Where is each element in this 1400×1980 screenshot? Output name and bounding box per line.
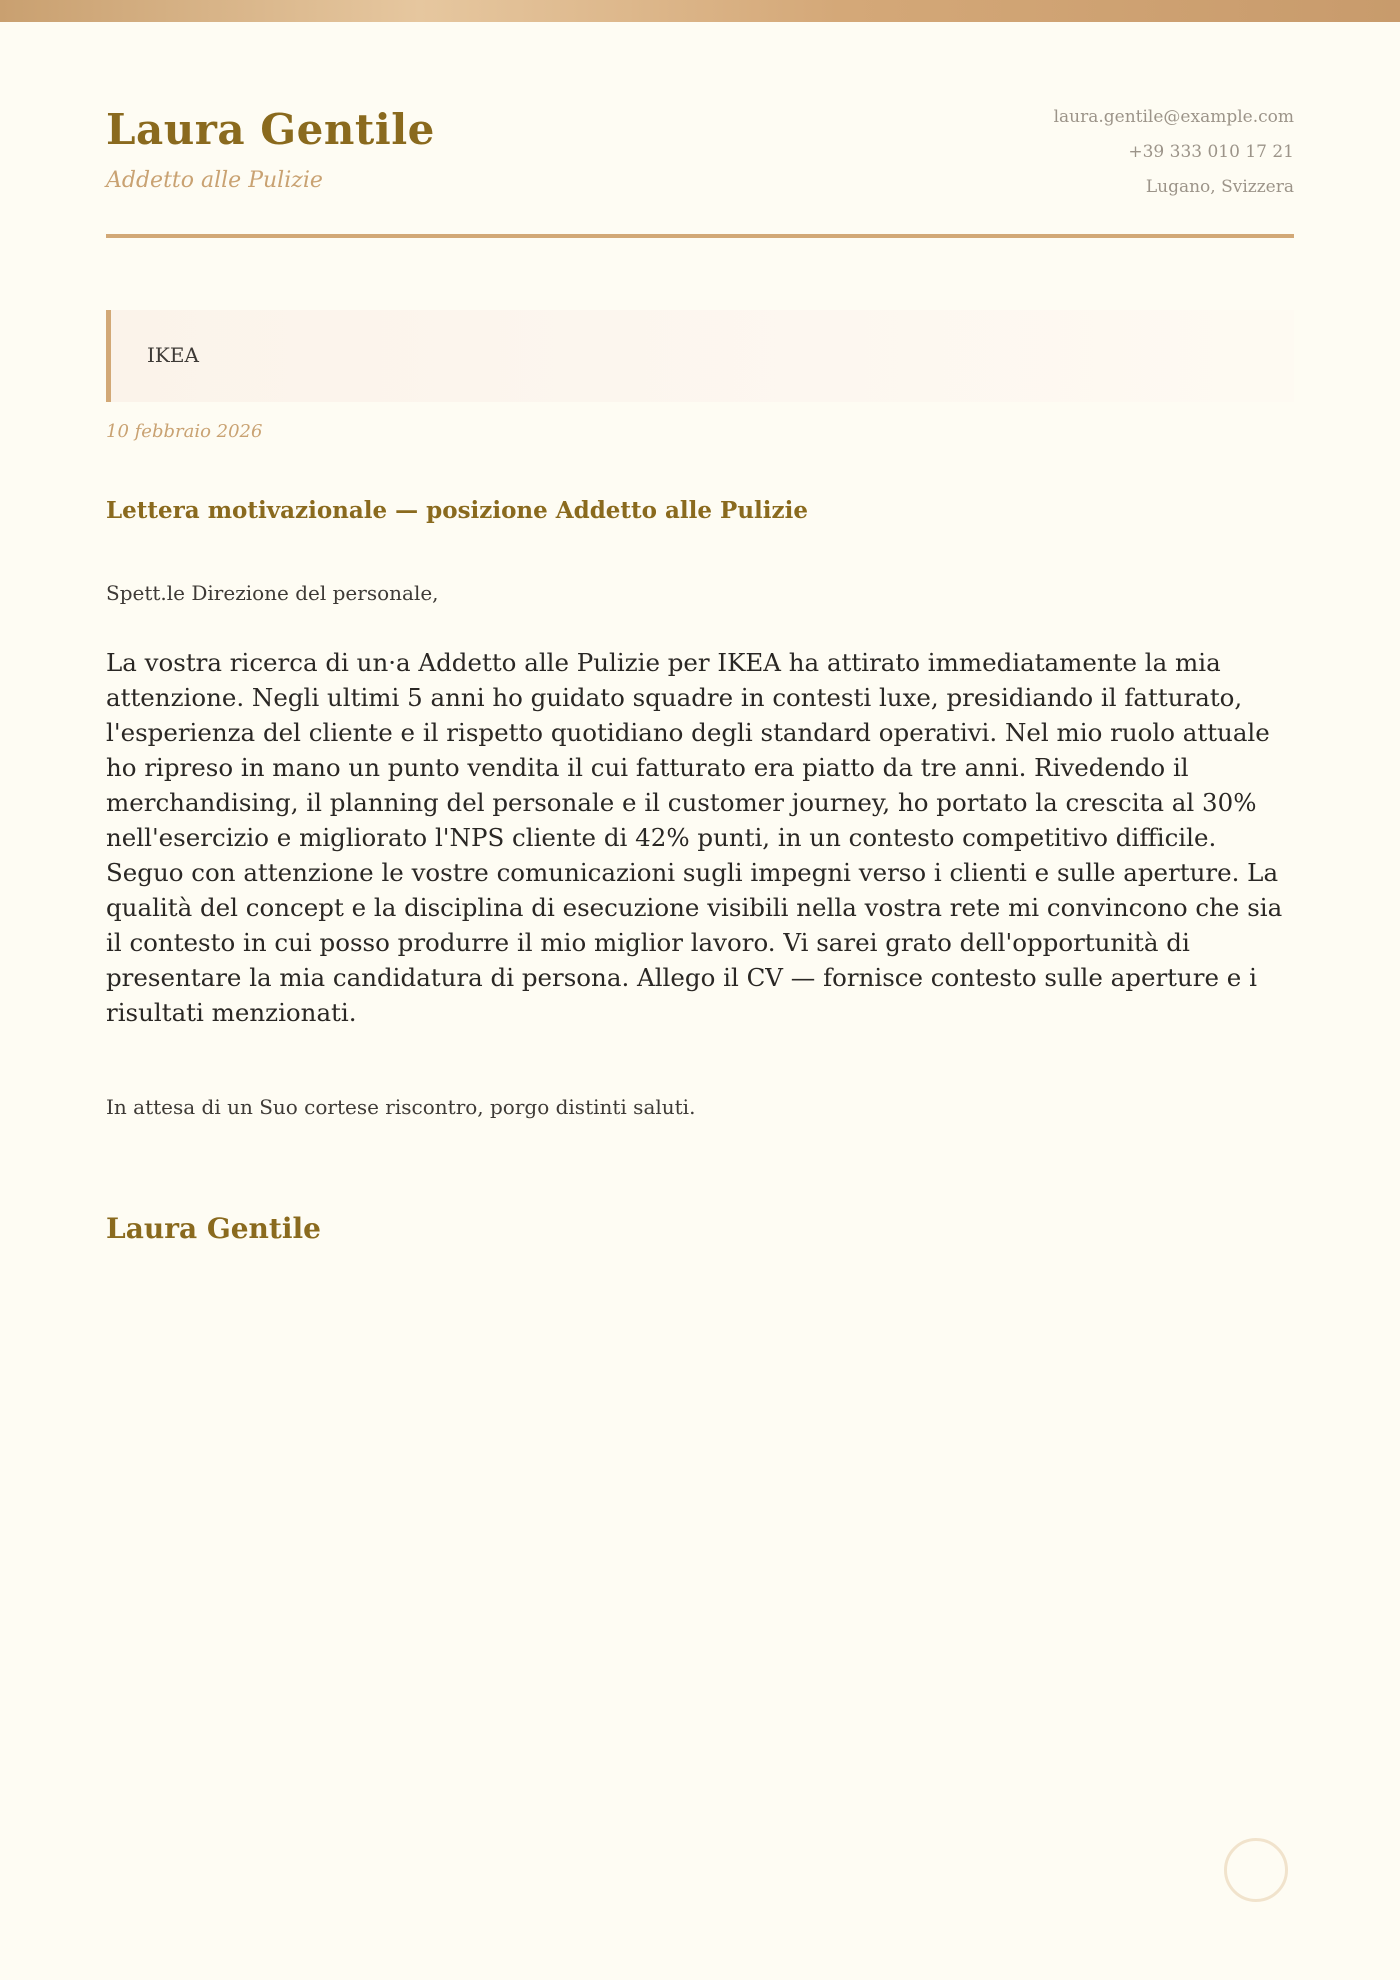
- letter-body: La vostra ricerca di un·a Addetto alle Pulizie per IKEA ha attirato immediatamente la mia attenzione. Negli ultimi 5 anni ho guidato squadre in contesti luxe, presidiando il fatturato, l'esperienza del cliente e il rispetto quotidiano degli standard operativi. Nel mio ruolo attuale ho ripreso in mano un punto vendita il cui fatturato era piatto da tre anni. Rivedendo il merchandising, il planning del personale e il customer journey, ho portato la crescita al 30% nell'esercizio e migliorato l'NPS cliente di 42% punti, in un contesto competitivo difficile. Seguo con attenzione le vostre comunicazioni sugli impegni verso i clienti e sulle aperture. La qualità del concept e la disciplina di esecuzione visibili nella vostra rete mi convincono che sia il contesto in cui posso produrre il mio miglior lavoro. Vi sarei grato dell'opportunità di presentare la mia candidatura di persona. Allego il CV — fornisce contesto sulle aperture e i risultati menzionati.: [106, 648, 1283, 1027]
- letter-date: 10 febbraio 2026: [106, 421, 263, 442]
- letter-header: [106, 100, 1294, 238]
- contact-phone[interactable]: +39 333 010 17 21: [1128, 142, 1294, 162]
- contact-block: [1054, 100, 1294, 205]
- recipient-box: [106, 310, 1294, 402]
- letter-subject: Lettera motivazionale — posizione Addetto alle Pulizie: [106, 497, 808, 524]
- decorative-circle-icon: [1224, 1838, 1288, 1902]
- contact-email[interactable]: laura.gentile@example.com: [1053, 107, 1294, 127]
- header-divider: [106, 234, 1294, 238]
- sender-name: Laura Gentile: [106, 105, 435, 154]
- contact-location: Lugano, Svizzera: [1145, 177, 1294, 197]
- recipient-company: IKEA: [147, 343, 199, 367]
- sender-role: Addetto alle Pulizie: [106, 168, 323, 193]
- letter-closing: In attesa di un Suo cortese riscontro, porgo distinti saluti.: [106, 1095, 696, 1119]
- letter-salutation: Spett.le Direzione del personale,: [106, 581, 439, 605]
- top-accent-bar: [0, 0, 1400, 22]
- letter-signature: Laura Gentile: [106, 1212, 321, 1245]
